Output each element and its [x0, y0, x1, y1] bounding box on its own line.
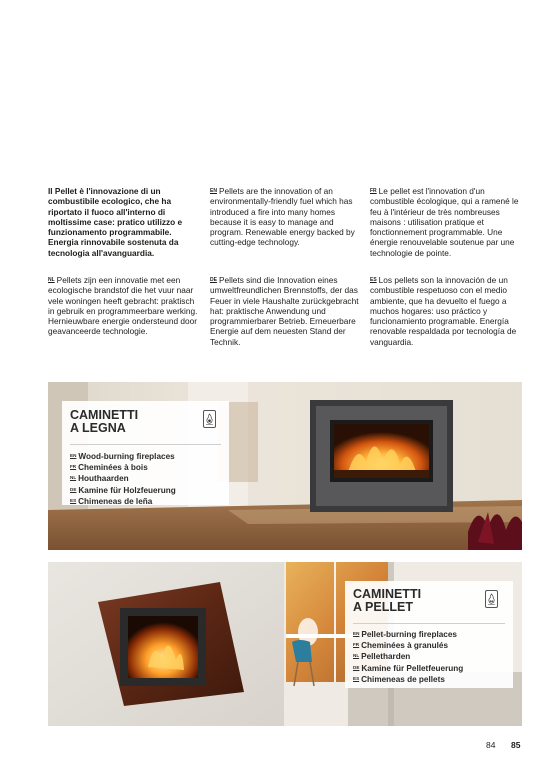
pellet-item-de: $^{DE}$ Kamine für Pelletfeuerung [353, 663, 464, 673]
intro-en [210, 186, 362, 248]
lang-code-es: ES [370, 277, 377, 283]
pellet-badge-icon [485, 590, 498, 608]
page-number-right: 85 [511, 740, 521, 750]
intro-en-text: Pellets are the innovation of an environmentally-friendly fuel which has introduced a fire into many homes because it is easy to manage and program. Renewable energy backed by cutting-edge technology. [210, 186, 355, 248]
lang-code-nl: NL [48, 277, 55, 283]
flame-badge-icon [203, 410, 216, 428]
intro-es-text: Los pellets son la innovación de un combustible respetuoso con el medio ambiente, que ha devuelto el fuego a muchos hogares: uso práctico y funcionamiento programable. Energía renovable respaldada por tecnología de vanguardia. [370, 275, 517, 347]
pellet-card-title [353, 588, 421, 614]
page-number-left: 84 [486, 740, 496, 750]
pellet-translation-list [353, 629, 463, 685]
lang-code-en: EN [210, 188, 217, 194]
wood-item-en: $^{EN}$ Wood-burning fireplaces [70, 452, 175, 461]
intro-nl [48, 275, 200, 337]
intro-fr [370, 186, 522, 258]
wood-card-divider [70, 444, 221, 445]
intro-fr-text: Le pellet est l'innovation d'un combustible écologique, qui a ramené le feu à l'intérieur de très nombreuses maisons : utilisation pratique et fonctionnement programmable. Une énergie renouvelable soutenue par une technologie de pointe. [370, 186, 519, 258]
intro-it: Il Pellet è l'innovazione di un combustibile ecologico, che ha riportato il fuoco all'interno di moltissime case: pratico utilizzo e funzionamento programmabile. Energia rinnovabile sostenuta da tecnologia all'avanguardia. [48, 186, 183, 258]
wood-item-de: $^{DE}$ Kamine für Holzfeuerung [70, 485, 176, 495]
lang-code-fr: FR [370, 188, 377, 194]
wood-item-nl: $^{NL}$ Houthaarden [70, 474, 129, 484]
pellet-item-fr: $^{FR}$ Cheminées à granulés [353, 641, 449, 651]
wood-title-line1: CAMINETTI [70, 408, 139, 422]
pellet-item-en: $^{EN}$ Pellet-burning fireplaces [353, 630, 457, 639]
wood-title-line2: A LEGNA [70, 421, 126, 435]
intro-de-text: Pellets sind die Innovation eines umweltfreundlichen Brennstoffs, der das Feuer in viele Haushalte zurückgebracht hat: praktische Anwendung und programmierbarer Betrieb. Erneuerbare Energie auf dem neuesten Stand der Technik. [210, 275, 359, 347]
intro-nl-text: Pellets zijn een innovatie met een ecologische brandstof die het vuur naar vele woningen heeft gebracht: praktisch in gebruik en programmeerbare werking. Hernieuwbare energie ondersteund door geavanceerde technologie. [48, 275, 198, 337]
wood-item-fr: $^{FR}$ Cheminées à bois [70, 463, 148, 473]
pellet-item-es: $^{ES}$ Chimeneas de pellets [353, 674, 445, 684]
pellet-title-line1: CAMINETTI [353, 587, 422, 601]
pellet-category-card [345, 581, 513, 688]
wood-translation-list [70, 451, 176, 507]
intro-es [370, 275, 522, 347]
wood-category-card [62, 401, 229, 505]
wood-item-es: $^{ES}$ Chimeneas de leña [70, 496, 153, 506]
pellet-title-line2: A PELLET [353, 600, 413, 614]
wood-card-title [70, 409, 138, 435]
intro-de [210, 275, 362, 347]
pellet-item-nl: $^{NL}$ Pelletharden [353, 652, 411, 662]
lang-code-de: DE [210, 277, 217, 283]
pellet-card-divider [353, 623, 505, 624]
